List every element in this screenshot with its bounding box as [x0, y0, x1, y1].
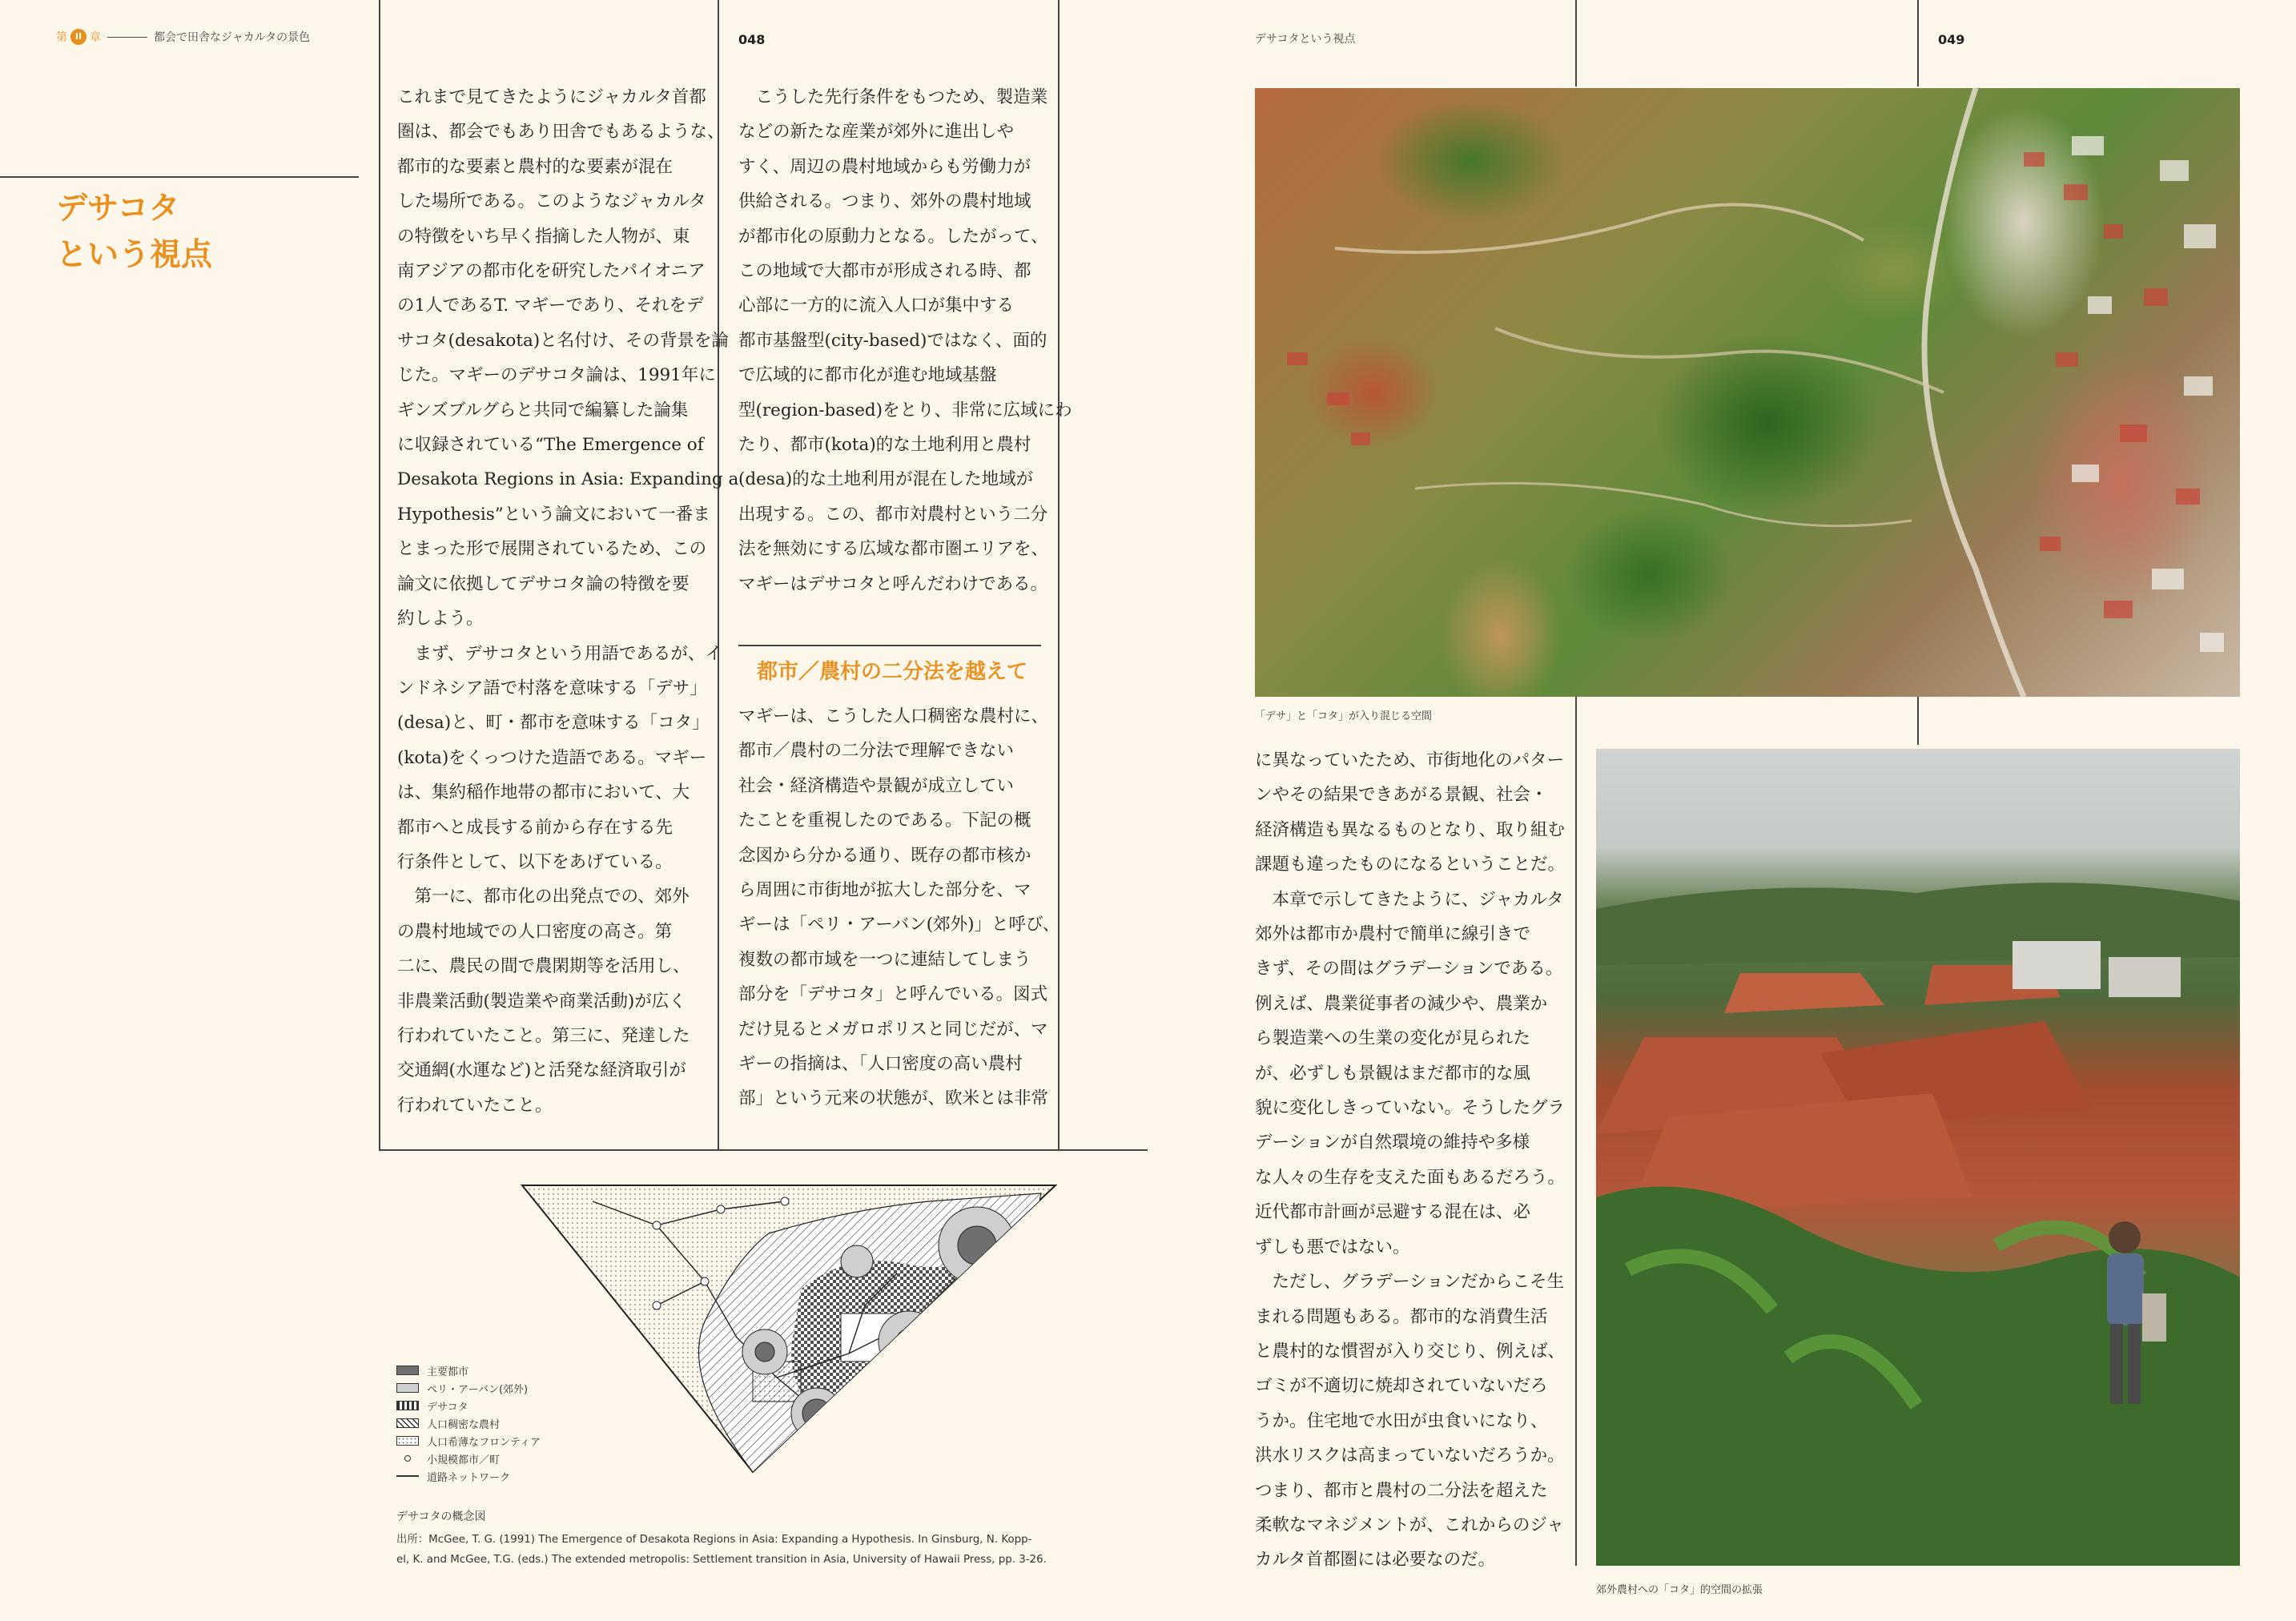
figure-source: 出所：McGee, T. G. (1991) The Emergence of Desakota Regions in Asia: Expanding a Hypothesis. In Ginsburg, N. Kopp- el, K. and McGee, T.G. (eds.) The extended metropolis: Settlement transition in Asia, University of Hawaii Press, pp. 3-26. — [396, 1534, 1047, 1566]
body-text-line: まず、デサコタという用語であるが、イ — [397, 643, 722, 664]
body-text-line: ンドネシア語で村落を意味する「デサ」 — [397, 678, 707, 698]
rule-horizontal-title — [0, 176, 359, 178]
body-text-line: 行われていたこと。第三に、発達した — [397, 1025, 690, 1046]
body-text-line: ただし、グラデーションだからこそ生 — [1255, 1272, 1565, 1293]
legend-swatch-peri-urban — [396, 1383, 419, 1393]
body-text-line: 都市へと成長する前から存在する先 — [397, 817, 674, 838]
body-text-line: 念図から分かる通り、既存の都市核か — [738, 845, 1031, 866]
body-text-line: ギーの指摘は、「人口密度の高い農村 — [738, 1054, 1023, 1075]
body-text-line: ギンズブルグらと共同で編纂した論集 — [397, 400, 689, 420]
body-text-line: 本章で示してきたように、ジャカルタ — [1255, 889, 1564, 910]
photo2-caption: 郊外農村への「コタ」的空間の拡張 — [1596, 1584, 1763, 1596]
chapter-suffix: 章 — [90, 31, 101, 44]
body-text-line: 出現する。この、都市対農村という二分 — [738, 504, 1048, 525]
body-text-line: した場所である。このようなジャカルタ — [397, 191, 706, 212]
body-text-line: まれる問題もある。都市的な消費生活 — [1255, 1306, 1548, 1327]
body-text-line: Hypothesis”という論文において一番ま — [397, 504, 710, 525]
rule-vertical-right-text — [1575, 697, 1577, 1566]
legend-item: デサコタ — [396, 1397, 541, 1414]
body-text-line: な人々の生存を支えた面もあるだろう。 — [1255, 1167, 1566, 1188]
legend-swatch-major-city — [396, 1366, 419, 1375]
body-text-line: 経済構造も異なるものとなり、取り組む — [1255, 819, 1566, 840]
body-text-line: 二に、農民の間で農閑期等を活用し、 — [397, 956, 690, 977]
body-text-line: 心部に一方的に流入人口が集中する — [738, 296, 1015, 316]
body-text-line: 複数の都市域を一つに連結してしまう — [738, 949, 1031, 970]
peri-urban-ring — [841, 1245, 873, 1277]
major-city — [958, 1226, 996, 1265]
body-text-line: カルタ首都圏には必要なのだ。 — [1255, 1550, 1496, 1571]
body-text-line: の特徴をいち早く指摘した人物が、東 — [397, 226, 690, 247]
body-text-line: 非農業活動(製造業や商業活動)が広く — [397, 991, 686, 1012]
body-text-line: (desa)と、町・都市を意味する「コタ」 — [397, 713, 710, 734]
small-town — [717, 1205, 725, 1213]
body-text-line: 圏は、都会でもあり田舎でもあるような、 — [397, 122, 725, 143]
body-text-line: すく、周辺の農村地域からも労働力が — [738, 156, 1031, 177]
body-text-line: などの新たな産業が郊外に進出しや — [738, 122, 1015, 143]
small-town — [701, 1277, 709, 1285]
section-title-line1: デサコタ — [56, 191, 180, 227]
body-text-line: マギーはデサコタと呼んだわけである。 — [738, 573, 1048, 594]
body-text-line: うか。住宅地で水田が虫食いになり、 — [1255, 1410, 1548, 1431]
legend-item: ペリ・アーバン(郊外) — [396, 1379, 541, 1397]
village-photo-details — [1596, 749, 2240, 1566]
chapter-title: 都会で田舎なジャカルタの景色 — [154, 31, 311, 44]
legend-swatch-desakota — [396, 1401, 419, 1410]
legend-swatch-road — [396, 1475, 419, 1477]
body-text-line: 行条件として、以下をあげている。 — [397, 851, 673, 872]
body-text-line: の1人であるT. マギーであり、それをデ — [397, 296, 704, 316]
small-town — [653, 1221, 661, 1229]
body-text-line: 南アジアの都市化を研究したパイオニア — [397, 261, 706, 282]
figure-caption: デサコタの概念図 — [396, 1510, 486, 1523]
running-header-right: デサコタという視点 — [1255, 33, 1356, 46]
body-text-line: (kota)をくっつけた造語である。マギー — [397, 747, 707, 768]
body-text-line: に異なっていたため、市街地化のパター — [1255, 750, 1565, 770]
body-text-line: きず、その間はグラデーションである。 — [1255, 959, 1563, 979]
body-text-line: (desa)的な土地利用が混在した地域が — [738, 469, 1034, 490]
aerial-photo — [1255, 88, 2240, 697]
body-text-line: 行われていたこと。 — [397, 1095, 553, 1116]
body-text-line: 都市／農村の二分法で理解できない — [738, 741, 1015, 762]
small-town — [653, 1301, 661, 1309]
body-text-line: が都市化の原動力となる。したがって、 — [738, 226, 1048, 247]
village-photo — [1596, 749, 2240, 1566]
subheading: 都市／農村の二分法を越えて — [757, 660, 1028, 684]
body-text-line: ギーは「ペリ・アーバン(郊外)」と呼び、 — [738, 915, 1060, 935]
chapter-number-badge: II — [70, 29, 86, 45]
body-text-line: 約しよう。 — [397, 609, 484, 629]
body-text-line: 都市的な要素と農村的な要素が混在 — [397, 156, 674, 177]
body-text-line: つまり、都市と農村の二分法を超えた — [1255, 1480, 1548, 1501]
body-column-2-top — [738, 80, 1072, 601]
legend-item: 人口希薄なフロンティア — [396, 1432, 541, 1450]
rule-vertical-right-b — [1917, 0, 1919, 86]
body-text-line: ら周囲に市街地が拡大した部分を、マ — [738, 880, 1031, 901]
legend-item: 主要都市 — [396, 1362, 541, 1379]
body-text-line: ゴミが不適切に焼却されていないだろ — [1255, 1376, 1548, 1397]
body-text-line: 論文に依拠してデサコタ論の特徴を要 — [397, 573, 690, 594]
legend-item: 人口稠密な農村 — [396, 1414, 541, 1432]
photo1-caption: 「デサ」と「コタ」が入り混じる空間 — [1255, 710, 1433, 722]
page-number-left: 048 — [738, 32, 766, 47]
major-city — [755, 1342, 774, 1362]
chapter-header — [56, 29, 310, 45]
body-text-line: 第一に、都市化の出発点での、郊外 — [397, 887, 690, 907]
major-city — [802, 1399, 831, 1428]
body-text-line: こうした先行条件をもつため、製造業 — [738, 87, 1048, 107]
body-text-line: この地域で大都市が形成される時、都 — [738, 261, 1031, 282]
body-text-line: マギーは、こうした人口稠密な農村に、 — [738, 706, 1049, 726]
body-text-line: 部」という元来の状態が、欧米とは非常 — [738, 1088, 1049, 1109]
body-column-2-bottom — [738, 699, 1060, 1116]
body-text-line: デーションが自然環境の維持や多様 — [1255, 1132, 1530, 1153]
body-text-line: 社会・経済構造や景観が成立してい — [738, 775, 1015, 796]
rule-vertical-right-photo2 — [1917, 697, 1919, 745]
body-text-line: で広域的に都市化が進む地域基盤 — [738, 365, 997, 386]
page-number-right: 049 — [1938, 32, 1965, 47]
legend-swatch-dense-rural — [396, 1418, 419, 1428]
body-text-line: ずしも悪ではない。 — [1255, 1237, 1410, 1257]
body-text-line: に収録されている“The Emergence of — [397, 435, 704, 456]
legend-swatch-small-town — [396, 1455, 419, 1462]
body-text-line: とまった形で展開されているため、この — [397, 539, 707, 560]
body-text-line: たことを重視したのである。下記の概 — [738, 810, 1031, 831]
body-text-line: 都市基盤型(city-based)ではなく、面的 — [738, 330, 1047, 351]
body-text-line: と農村的な慣習が入り交じり、例えば、 — [1255, 1341, 1566, 1362]
body-text-line: 課題も違ったものになるということだ。 — [1255, 855, 1566, 875]
body-text-line: 例えば、農業従事者の減少や、農業か — [1255, 993, 1548, 1014]
body-text-line: 交通網(水運など)と活発な経済取引が — [397, 1060, 686, 1081]
body-text-line: これまで見てきたようにジャカルタ首都 — [397, 87, 706, 107]
body-text-line: は、集約稲作地帯の都市において、大 — [397, 782, 690, 803]
small-town — [781, 1197, 789, 1205]
body-column-1 — [397, 80, 738, 1123]
body-text-line: 部分を「デサコタ」と呼んでいる。図式 — [738, 984, 1048, 1005]
rule-subheading — [738, 645, 1041, 646]
peri-urban-ring — [879, 1311, 939, 1372]
body-text-line: 貌に変化しきっていない。そうしたグラ — [1255, 1098, 1566, 1119]
body-text-line: 法を無効にする広域な都市圏エリアを、 — [738, 539, 1049, 560]
peri-urban-ring — [791, 1388, 842, 1439]
body-text-line: ンやその結果できあがる景観、社会・ — [1255, 785, 1548, 806]
body-text-line: 郊外は都市か農村で簡単に線引きで — [1255, 924, 1531, 945]
diagram-legend — [396, 1362, 541, 1485]
body-text-line: サコタ(desakota)と名付け、その背景を論 — [397, 330, 729, 351]
body-text-line: 柔軟なマネジメントが、これからのジャ — [1255, 1514, 1564, 1535]
body-text-line: じた。マギーのデサコタ論は、1991年に — [397, 365, 716, 386]
rule-horizontal-figure-top — [379, 1149, 1148, 1151]
body-text-line: たり、都市(kota)的な土地利用と農村 — [738, 435, 1031, 456]
rule-vertical-right-a — [1575, 0, 1577, 86]
body-text-line: 型(region-based)をとり、非常に広域にわ — [738, 400, 1072, 420]
section-title-line2: という視点 — [56, 237, 213, 273]
legend-item: 小規模都市／町 — [396, 1450, 541, 1467]
chapter-dash — [107, 37, 147, 38]
section-title — [56, 186, 212, 279]
body-text-line: 洪水リスクは高まっていないだろうか。 — [1255, 1446, 1565, 1466]
body-text-line: が、必ずしも景観はまだ都市的な風 — [1255, 1063, 1531, 1084]
body-text-line: Desakota Regions in Asia: Expanding a — [397, 469, 739, 490]
aerial-photo-details — [1255, 88, 2240, 697]
legend-swatch-frontier — [396, 1436, 419, 1446]
chapter-prefix: 第 — [56, 31, 67, 44]
desakota-concept-diagram — [513, 1177, 1057, 1474]
body-text-line: だけ見るとメガロポリスと同じだが、マ — [738, 1019, 1048, 1040]
body-text-line: 供給される。つまり、郊外の農村地域 — [738, 191, 1031, 212]
body-text-line: の農村地域での人口密度の高さ。第 — [397, 921, 673, 942]
legend-item: 道路ネットワーク — [396, 1467, 541, 1485]
body-text-line: 近代都市計画が忌避する混在は、必 — [1255, 1202, 1531, 1223]
body-column-right — [1255, 743, 1565, 1578]
major-city — [896, 1329, 922, 1354]
body-text-line: ら製造業への生業の変化が見られた — [1255, 1028, 1531, 1049]
rule-vertical-left-margin — [379, 0, 380, 1149]
